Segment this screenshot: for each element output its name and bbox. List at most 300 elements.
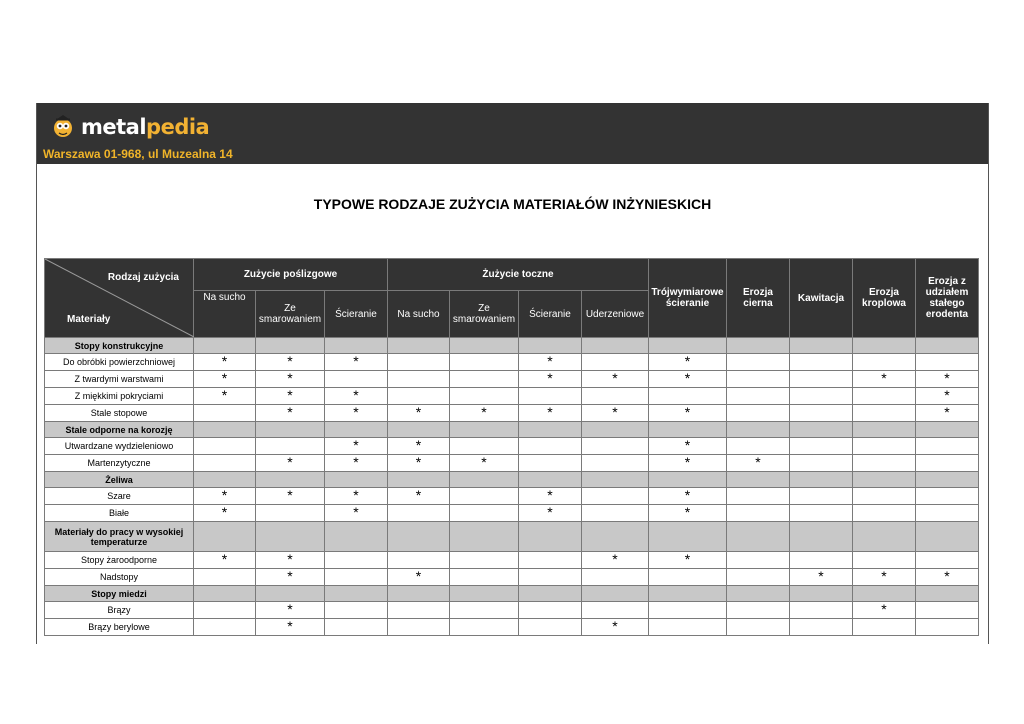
table-cell [450, 586, 519, 602]
table-cell [853, 586, 916, 602]
asterisk-mark: * [881, 369, 887, 386]
asterisk-mark: * [287, 486, 293, 503]
table-cell [853, 472, 916, 488]
table-cell [790, 619, 853, 636]
category-row [45, 586, 979, 602]
table-cell [325, 569, 388, 586]
table-cell [582, 354, 649, 371]
table-cell [388, 354, 450, 371]
table-row [45, 371, 979, 388]
asterisk-mark: * [481, 403, 487, 420]
asterisk-mark: * [287, 600, 293, 617]
table-cell [388, 438, 450, 455]
table-cell [727, 586, 790, 602]
table-cell [450, 371, 519, 388]
table-cell [582, 602, 649, 619]
table-cell [649, 488, 727, 505]
asterisk-mark: * [221, 503, 228, 520]
table-cell [853, 371, 916, 388]
table-cell [727, 488, 790, 505]
asterisk-mark: * [353, 486, 359, 503]
table-cell [916, 602, 979, 619]
asterisk-mark: * [944, 567, 950, 584]
table-cell [582, 488, 649, 505]
table-cell [649, 422, 727, 438]
material-label: Stale stopowe [45, 405, 194, 422]
table-cell [649, 354, 727, 371]
table-cell [916, 619, 979, 636]
table-cell [450, 472, 519, 488]
table-cell [853, 438, 916, 455]
table-cell [194, 371, 256, 388]
table-cell [790, 472, 853, 488]
asterisk-mark: * [818, 567, 824, 584]
asterisk-mark: * [353, 503, 359, 520]
table-row [45, 552, 979, 569]
logo-mascot-icon [51, 114, 75, 140]
asterisk-mark: * [684, 550, 691, 567]
table-cell [582, 455, 649, 472]
table-cell [519, 552, 582, 569]
col-header-sliding-dry: Na sucho [194, 291, 256, 338]
asterisk-mark: * [612, 550, 618, 567]
table-cell [790, 505, 853, 522]
table-cell [519, 455, 582, 472]
table-cell [388, 388, 450, 405]
group-header-rolling: Żużycie toczne [388, 259, 649, 291]
asterisk-mark: * [353, 436, 359, 453]
group-header-sliding: Zużycie poślizgowe [194, 259, 388, 291]
table-cell [194, 405, 256, 422]
table-cell [790, 552, 853, 569]
material-label: Utwardzane wydzieleniowo [45, 438, 194, 455]
table-cell [790, 586, 853, 602]
table-cell [388, 338, 450, 354]
asterisk-mark: * [944, 403, 950, 420]
material-label: Z miękkimi pokryciami [45, 388, 194, 405]
table-cell [916, 422, 979, 438]
table-cell [790, 569, 853, 586]
table-cell [790, 488, 853, 505]
corner-wear-type-label: Rodzaj zużycia [107, 272, 179, 283]
address-text: Warszawa 01-968, ul Muzealna 14 [43, 147, 233, 161]
table-cell [325, 338, 388, 354]
table-cell [325, 438, 388, 455]
asterisk-mark: * [353, 453, 359, 470]
table-cell [450, 388, 519, 405]
table-cell [649, 569, 727, 586]
table-row [45, 619, 979, 636]
category-label: Stopy miedzi [45, 586, 194, 602]
col-header-cavitation: Kawitacja [790, 259, 853, 338]
material-label: Białe [45, 505, 194, 522]
asterisk-mark: * [287, 453, 293, 470]
table-cell [388, 552, 450, 569]
material-label: Martenzytyczne [45, 455, 194, 472]
table-cell [727, 505, 790, 522]
category-row [45, 338, 979, 354]
table-cell [790, 522, 853, 552]
col-header-rolling-abrasion: Ścieranie [519, 291, 582, 338]
table-cell [256, 354, 325, 371]
table-cell [916, 472, 979, 488]
table-cell [649, 455, 727, 472]
table-cell [649, 602, 727, 619]
table-cell [256, 455, 325, 472]
asterisk-mark: * [287, 567, 293, 584]
table-cell [790, 371, 853, 388]
table-cell [582, 338, 649, 354]
material-label: Z twardymi warstwami [45, 371, 194, 388]
table-cell [325, 602, 388, 619]
table-cell [853, 619, 916, 636]
asterisk-mark: * [415, 453, 422, 470]
table-cell [582, 405, 649, 422]
table-cell [582, 422, 649, 438]
table-cell [649, 338, 727, 354]
material-label: Szare [45, 488, 194, 505]
col-header-rolling-dry: Na sucho [388, 291, 450, 338]
table-cell [727, 552, 790, 569]
table-cell [727, 354, 790, 371]
table-cell [519, 472, 582, 488]
table-cell [727, 472, 790, 488]
table-cell [649, 438, 727, 455]
asterisk-mark: * [684, 486, 691, 503]
table-cell [194, 422, 256, 438]
category-label: Materiały do pracy w wysokiej temperaturze [45, 522, 194, 552]
table-cell [727, 438, 790, 455]
table-cell [649, 522, 727, 552]
asterisk-mark: * [684, 436, 691, 453]
table-cell [853, 405, 916, 422]
asterisk-mark: * [547, 403, 553, 420]
table-cell [853, 338, 916, 354]
table-cell [582, 371, 649, 388]
table-cell [916, 438, 979, 455]
asterisk-mark: * [287, 403, 293, 420]
table-cell [790, 455, 853, 472]
table-row [45, 388, 979, 405]
table-cell [194, 455, 256, 472]
table-cell [727, 405, 790, 422]
table-cell [256, 522, 325, 552]
asterisk-mark: * [881, 567, 887, 584]
corner-materials-label: Materiały [67, 314, 111, 325]
table-row [45, 488, 979, 505]
table-cell [916, 522, 979, 552]
table-cell [582, 522, 649, 552]
table-row [45, 602, 979, 619]
table-cell [916, 371, 979, 388]
table-cell [519, 522, 582, 552]
table-cell [916, 388, 979, 405]
table-row [45, 354, 979, 371]
asterisk-mark: * [612, 403, 618, 420]
table-cell [256, 388, 325, 405]
table-cell [256, 405, 325, 422]
table-cell [916, 505, 979, 522]
header-banner [37, 103, 988, 164]
asterisk-mark: * [547, 503, 553, 520]
table-cell [194, 505, 256, 522]
table-cell [916, 569, 979, 586]
table-cell [450, 569, 519, 586]
table-cell [853, 552, 916, 569]
table-cell [388, 569, 450, 586]
asterisk-mark: * [684, 369, 691, 386]
table-cell [582, 505, 649, 522]
asterisk-mark: * [881, 600, 887, 617]
asterisk-mark: * [221, 369, 228, 386]
table-cell [727, 619, 790, 636]
table-cell [727, 522, 790, 552]
table-cell [727, 388, 790, 405]
table-cell [325, 522, 388, 552]
material-label: Brązy berylowe [45, 619, 194, 636]
table-cell [790, 602, 853, 619]
category-label: Stopy konstrukcyjne [45, 338, 194, 354]
table-cell [727, 602, 790, 619]
col-header-erosion-friction: Erozja cierna [727, 259, 790, 338]
table-cell [582, 438, 649, 455]
table-cell [450, 552, 519, 569]
table-cell [194, 338, 256, 354]
asterisk-mark: * [684, 453, 691, 470]
table-cell [194, 472, 256, 488]
table-cell [388, 522, 450, 552]
col-header-sliding-lubed: Ze smarowaniem [256, 291, 325, 338]
asterisk-mark: * [547, 352, 553, 369]
table-cell [194, 569, 256, 586]
table-cell [256, 338, 325, 354]
asterisk-mark: * [547, 486, 553, 503]
asterisk-mark: * [353, 403, 359, 420]
table-cell [194, 522, 256, 552]
table-cell [916, 552, 979, 569]
asterisk-mark: * [287, 369, 293, 386]
table-cell [790, 354, 853, 371]
table-cell [853, 602, 916, 619]
table-cell [325, 371, 388, 388]
table-cell [649, 552, 727, 569]
asterisk-mark: * [612, 617, 618, 634]
table-cell [727, 422, 790, 438]
table-cell [194, 438, 256, 455]
table-cell [256, 422, 325, 438]
material-label: Brązy [45, 602, 194, 619]
table-cell [727, 569, 790, 586]
asterisk-mark: * [415, 486, 422, 503]
table-cell [256, 619, 325, 636]
table-cell [194, 552, 256, 569]
table-cell [256, 371, 325, 388]
table-cell [450, 522, 519, 552]
table-cell [450, 338, 519, 354]
col-header-erosion-drop: Erozja kroplowa [853, 259, 916, 338]
page-title: TYPOWE RODZAJE ZUŻYCIA MATERIAŁÓW INŻYNIESKICH [313, 196, 712, 212]
material-label: Stopy żaroodporne [45, 552, 194, 569]
table-cell [916, 405, 979, 422]
table-cell [916, 586, 979, 602]
table-cell [853, 388, 916, 405]
col-header-sliding-abrasion: Ścieranie [325, 291, 388, 338]
table-cell [519, 619, 582, 636]
asterisk-mark: * [612, 369, 618, 386]
table-cell [790, 405, 853, 422]
logo-wordmark-part-b: pedia [146, 115, 210, 139]
table-cell [388, 371, 450, 388]
asterisk-mark: * [684, 352, 691, 369]
asterisk-mark: * [755, 453, 761, 470]
logo-wordmark-part-a: metal [81, 115, 147, 139]
table-cell [388, 405, 450, 422]
table-cell [519, 569, 582, 586]
table-row [45, 438, 979, 455]
table-cell [194, 488, 256, 505]
table-cell [256, 569, 325, 586]
table-cell [194, 586, 256, 602]
table-cell [916, 338, 979, 354]
table-cell [450, 354, 519, 371]
table-cell [194, 619, 256, 636]
table-cell [325, 388, 388, 405]
table-cell [519, 338, 582, 354]
table-cell [450, 488, 519, 505]
table-cell [256, 505, 325, 522]
table-cell [325, 488, 388, 505]
table-cell [388, 619, 450, 636]
asterisk-mark: * [547, 369, 553, 386]
table-cell [450, 619, 519, 636]
table-cell [325, 552, 388, 569]
material-label: Nadstopy [45, 569, 194, 586]
table-row [45, 569, 979, 586]
category-label: Stale odporne na korozję [45, 422, 194, 438]
table-cell [388, 422, 450, 438]
asterisk-mark: * [221, 352, 228, 369]
table-cell [582, 388, 649, 405]
table-cell [727, 371, 790, 388]
table-cell [853, 569, 916, 586]
asterisk-mark: * [287, 617, 293, 634]
asterisk-mark: * [353, 386, 359, 403]
asterisk-mark: * [684, 403, 691, 420]
table-cell [325, 619, 388, 636]
table-cell [256, 488, 325, 505]
table-cell [790, 338, 853, 354]
metalpedia-logo[interactable] [51, 112, 209, 142]
table-cell [325, 422, 388, 438]
table-cell [727, 455, 790, 472]
table-cell [649, 586, 727, 602]
asterisk-mark: * [415, 436, 422, 453]
table-cell [649, 619, 727, 636]
table-cell [450, 422, 519, 438]
asterisk-mark: * [287, 386, 293, 403]
table-cell [649, 388, 727, 405]
table-cell [256, 438, 325, 455]
table-cell [519, 388, 582, 405]
table-cell [388, 488, 450, 505]
wear-types-table [44, 258, 979, 636]
table-cell [790, 388, 853, 405]
table-cell [853, 505, 916, 522]
table-cell [853, 422, 916, 438]
table-cell [388, 602, 450, 619]
table-cell [450, 602, 519, 619]
table-cell [727, 338, 790, 354]
table-row [45, 455, 979, 472]
table-cell [916, 354, 979, 371]
table-cell [194, 354, 256, 371]
table-cell [388, 505, 450, 522]
material-label: Do obróbki powierzchniowej [45, 354, 194, 371]
category-row [45, 422, 979, 438]
asterisk-mark: * [353, 352, 359, 369]
col-header-three-body: Trójwymiarowe ścieranie [649, 259, 727, 338]
logo-wordmark [81, 115, 209, 139]
table-cell [519, 505, 582, 522]
table-cell [582, 586, 649, 602]
table-cell [519, 371, 582, 388]
col-header-erosion-solid: Erozja z udziałem stałego erodenta [916, 259, 979, 338]
table-cell [649, 371, 727, 388]
table-cell [256, 602, 325, 619]
asterisk-mark: * [944, 386, 950, 403]
table-cell [916, 488, 979, 505]
table-cell [388, 586, 450, 602]
asterisk-mark: * [415, 567, 422, 584]
table-cell [519, 602, 582, 619]
table-cell [325, 586, 388, 602]
table-cell [916, 455, 979, 472]
table-cell [388, 455, 450, 472]
table-cell [388, 472, 450, 488]
asterisk-mark: * [221, 486, 228, 503]
asterisk-mark: * [684, 503, 691, 520]
table-cell [450, 455, 519, 472]
table-cell [256, 552, 325, 569]
table-cell [519, 488, 582, 505]
table-cell [519, 586, 582, 602]
category-label: Żeliwa [45, 472, 194, 488]
table-cell [853, 455, 916, 472]
asterisk-mark: * [221, 386, 228, 403]
table-cell [649, 405, 727, 422]
table-cell [450, 438, 519, 455]
corner-diagonal-line [45, 259, 194, 337]
table-cell [325, 472, 388, 488]
table-cell [256, 472, 325, 488]
category-row [45, 472, 979, 488]
category-row [45, 522, 979, 552]
table-cell [519, 438, 582, 455]
table-cell [582, 552, 649, 569]
table-cell [325, 354, 388, 371]
col-header-rolling-impact: Uderzeniowe [582, 291, 649, 338]
table-cell [853, 488, 916, 505]
asterisk-mark: * [287, 352, 293, 369]
table-row [45, 505, 979, 522]
table-cell [519, 354, 582, 371]
table-cell [649, 505, 727, 522]
table-cell [325, 455, 388, 472]
table-cell [325, 405, 388, 422]
table-cell [194, 388, 256, 405]
table-cell [853, 354, 916, 371]
table-cell [450, 505, 519, 522]
